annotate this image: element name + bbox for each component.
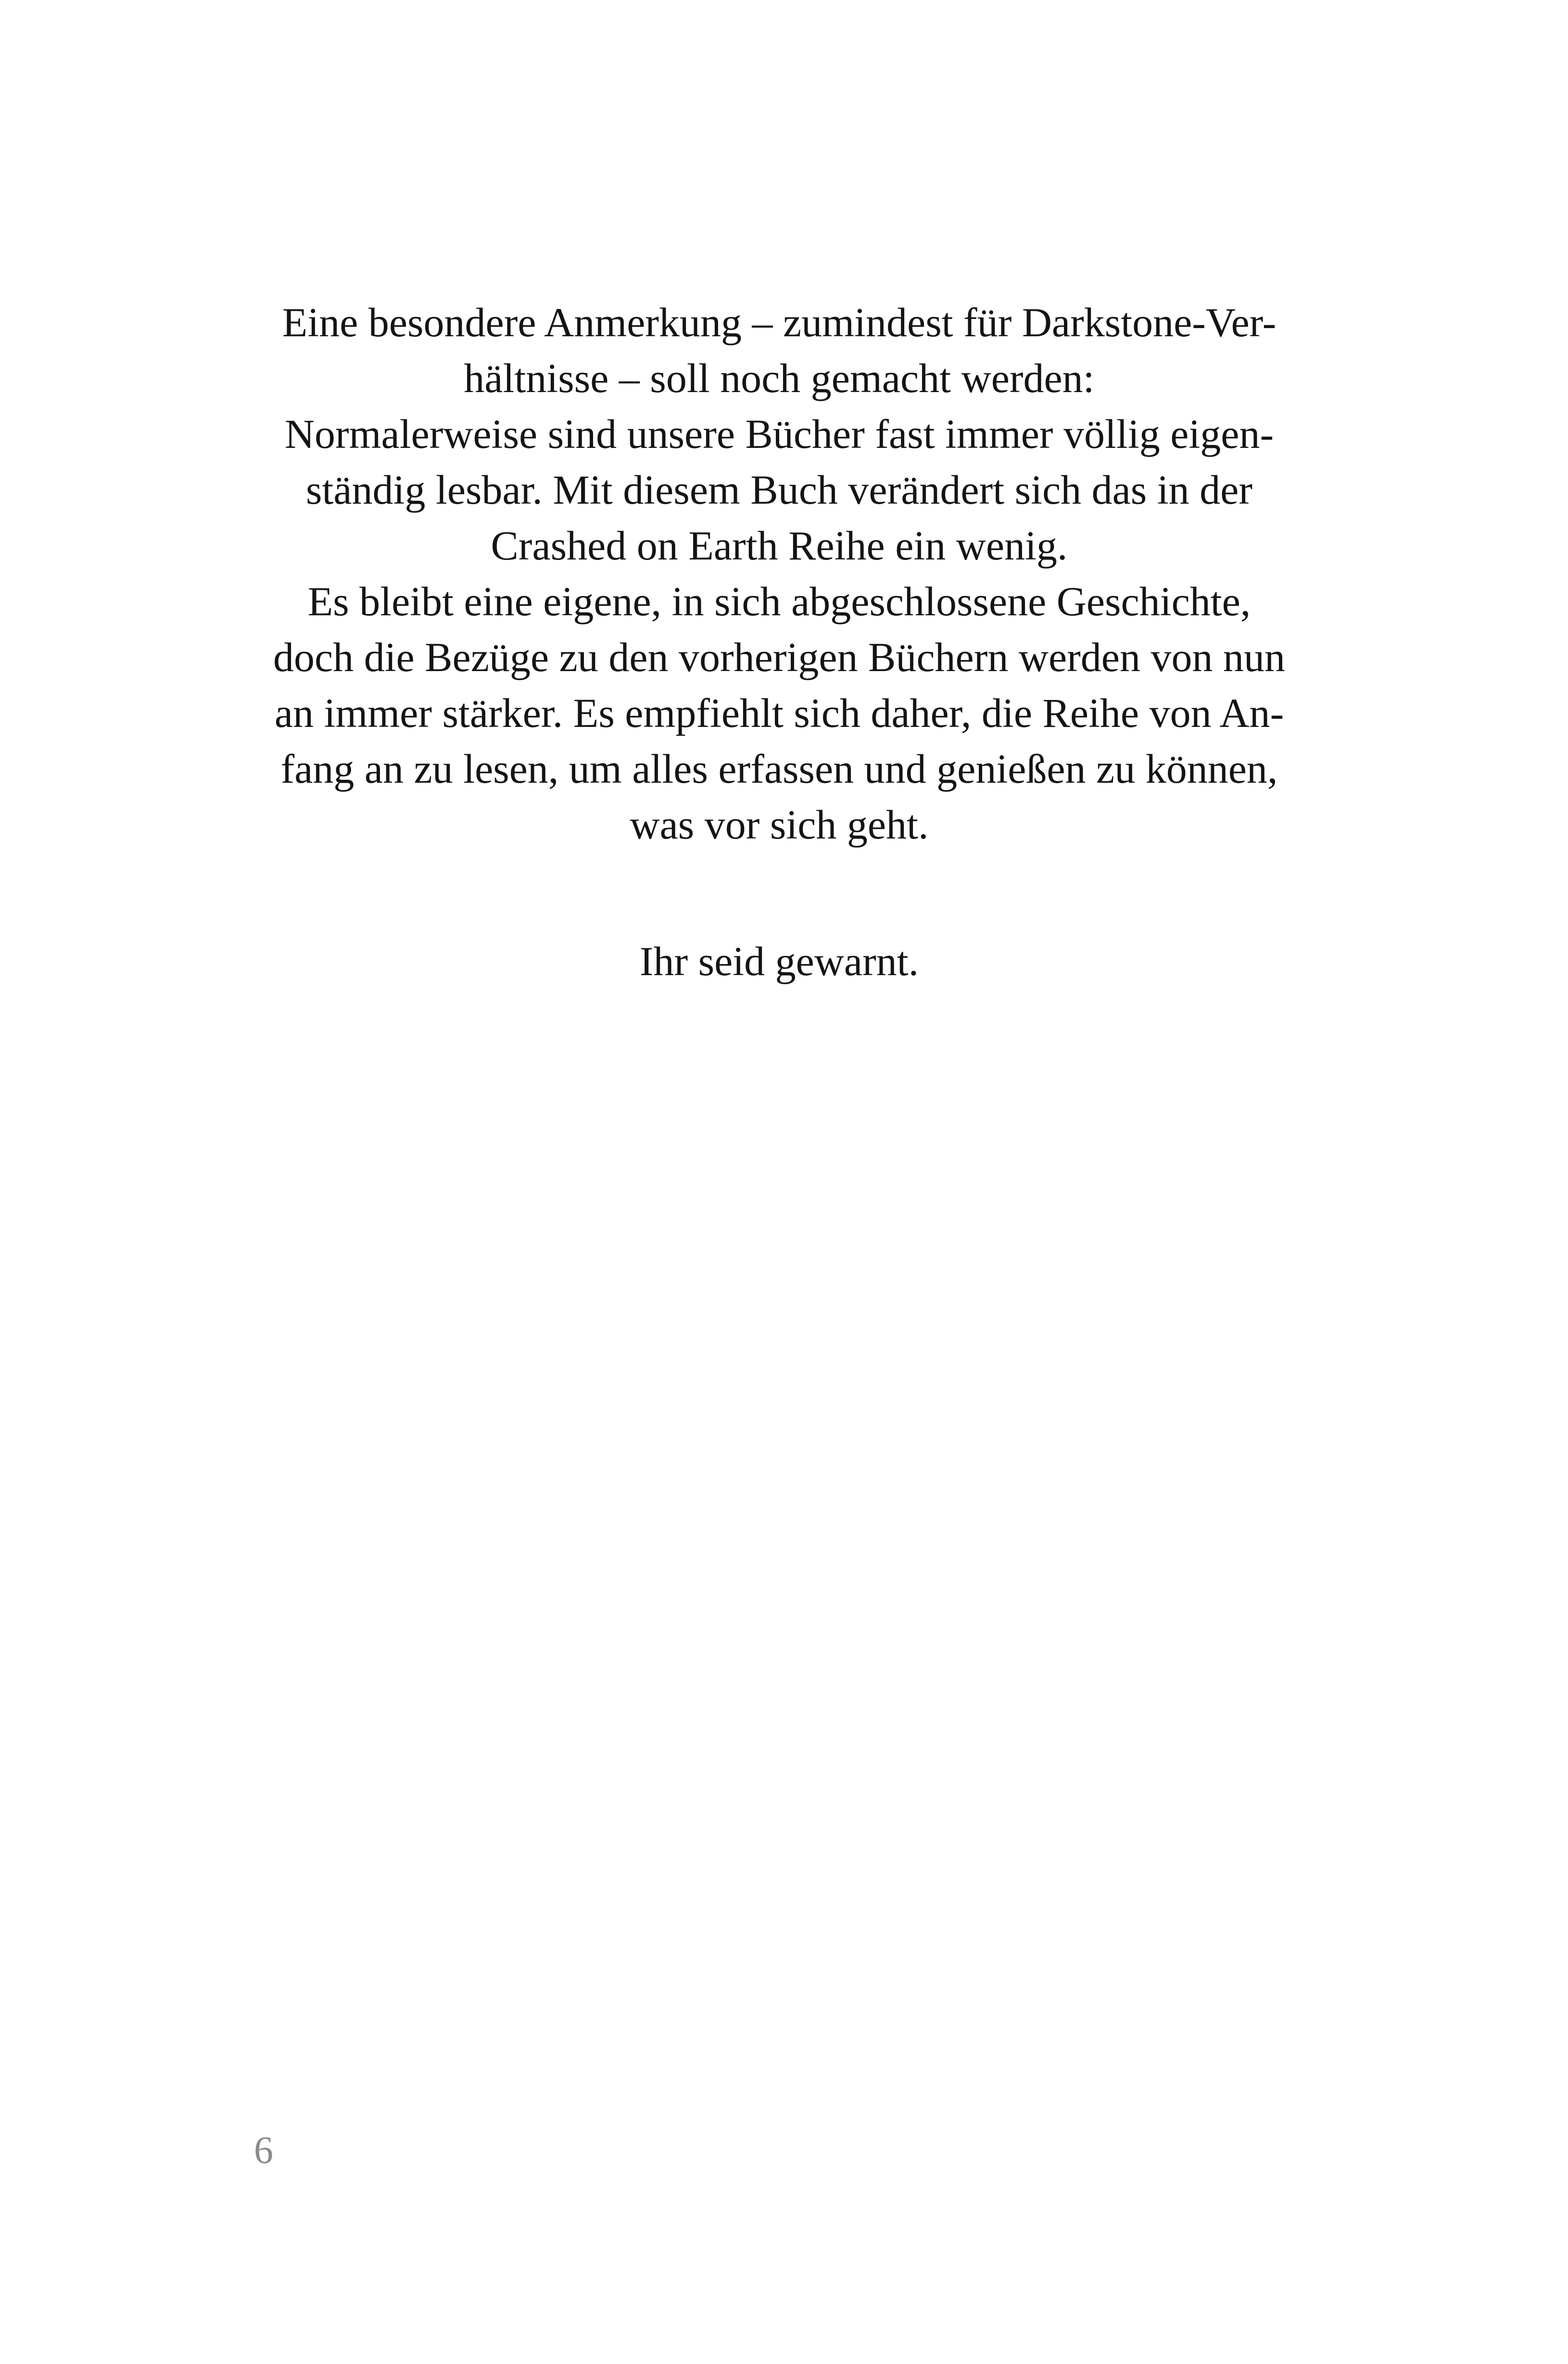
page-number: 6 <box>254 2129 273 2172</box>
body-line: Crashed on Earth Reihe ein wenig. <box>491 522 1068 569</box>
body-line: Eine besondere Anmerkung – zumindest für Darkstone-Ver- <box>282 299 1277 345</box>
body-line: fang an zu lesen, um alles erfassen und genießen zu können, <box>280 746 1278 792</box>
body-line: an immer stärker. Es empfiehlt sich daher, die Reihe von An- <box>274 690 1284 736</box>
body-line: was vor sich geht. <box>630 801 929 848</box>
body-line: Normalerweise sind unsere Bücher fast immer völlig eigen- <box>284 411 1274 457</box>
body-paragraph <box>250 294 1308 852</box>
body-line: hältnisse – soll noch gemacht werden: <box>464 355 1095 401</box>
closing-line: Ihr seid gewarnt. <box>639 938 919 984</box>
body-line: ständig lesbar. Mit diesem Buch verändert sich das in der <box>306 467 1252 513</box>
body-line: Es bleibt eine eigene, in sich abgeschlossene Geschichte, <box>307 578 1251 624</box>
body-line: doch die Bezüge zu den vorherigen Büchern werden von nun <box>273 634 1285 680</box>
